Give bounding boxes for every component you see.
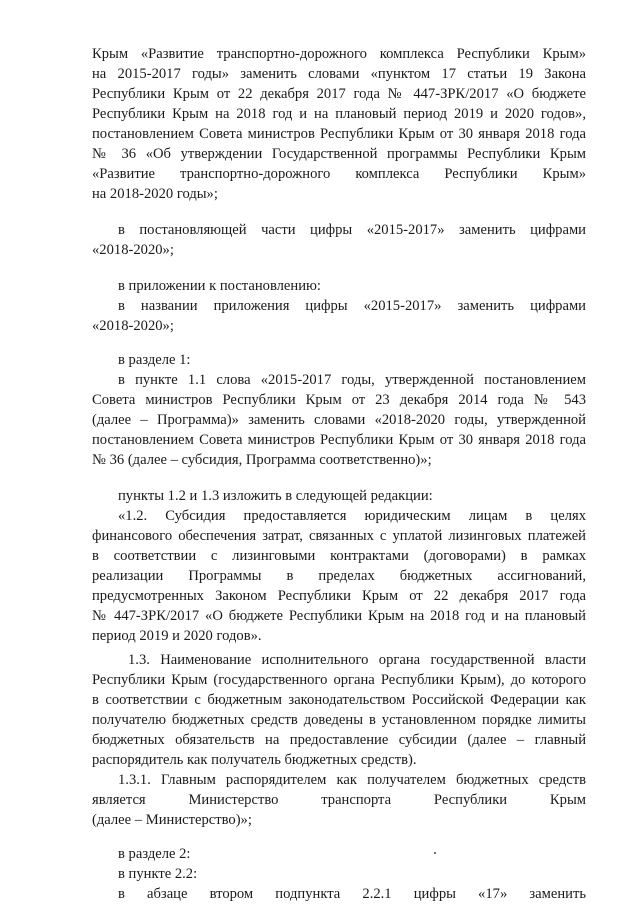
text-line: в разделе 2: <box>118 846 191 862</box>
text-line: предусмотренных Законом Республики Крым от 22 декабря 2017 года <box>92 588 586 604</box>
text-line: (далее – Программа)» заменить словами «2018-2020 годы, утвержденной <box>92 412 586 428</box>
text-line: в абзаце втором подпункта 2.2.1 цифры «17» заменить <box>118 886 586 902</box>
text-line: в постановляющей части цифры «2015-2017» заменить цифрами <box>118 222 586 238</box>
text-line: на 2018-2020 годы»; <box>92 186 218 202</box>
text-line: получателю бюджетных средств доведены в установленном порядке лимиты <box>92 712 586 728</box>
text-line: № 447-ЗРК/2017 «О бюджете Республики Крым на 2018 год и на плановый <box>92 608 586 624</box>
text-line: Совета министров Республики Крым от 23 декабря 2014 года № 543 <box>92 392 586 408</box>
text-line: в названии приложения цифры «2015-2017» заменить цифрами <box>118 298 586 314</box>
text-line: постановлением Совета министров Республики Крым от 30 января 2018 года <box>92 432 586 448</box>
text-line: «Развитие транспортно-дорожного комплекса Республики Крым» <box>92 166 586 182</box>
text-line: № 36 «Об утверждении Государственной программы Республики Крым <box>92 146 586 162</box>
text-line: распорядитель как получатель бюджетных средств). <box>92 752 417 768</box>
text-line: в приложении к постановлению: <box>118 278 321 294</box>
text-line: пункты 1.2 и 1.3 изложить в следующей редакции: <box>118 488 433 504</box>
text-line: в пункте 2.2: <box>118 866 198 882</box>
text-line: 1.3.1. Главным распорядителем как получателем бюджетных средств <box>118 772 586 788</box>
text-line: «2018-2020»; <box>92 318 174 334</box>
text-line: «1.2. Субсидия предоставляется юридическим лицам в целях <box>118 508 586 524</box>
text-line: бюджетных обязательств на предоставление субсидии (далее – главный <box>92 732 586 748</box>
text-line: период 2019 и 2020 годов». <box>92 628 262 644</box>
text-line: реализации Программы в пределах бюджетных ассигнований, <box>92 568 586 584</box>
text-line: в разделе 1: <box>118 352 191 368</box>
text-line: 1.3. Наименование исполнительного органа государственной власти <box>128 652 586 668</box>
text-line: в пункте 1.1 слова «2015-2017 годы, утвержденной постановлением <box>118 372 586 388</box>
text-line: Республики Крым (государственного органа Республики Крым), до которого <box>92 672 586 688</box>
text-line: Республики Крым от 22 декабря 2017 года № 447-ЗРК/2017 «О бюджете <box>92 86 586 102</box>
text-line: в соответствии с бюджетным законодательством Российской Федерации как <box>92 692 586 708</box>
text-line: постановлением Совета министров Республики Крым от 30 января 2018 года <box>92 126 586 142</box>
text-line: «2018-2020»; <box>92 242 174 258</box>
scan-speck <box>434 852 436 854</box>
text-line: на 2015-2017 годы» заменить словами «пунктом 17 статьи 19 Закона <box>92 66 586 82</box>
text-line: в соответствии с лизинговыми контрактами (договорами) в рамках <box>92 548 586 564</box>
text-line: финансового обеспечения затрат, связанных с уплатой лизинговых платежей <box>92 528 586 544</box>
text-line: № 36 (далее – субсидия, Программа соответственно)»; <box>92 452 432 468</box>
text-line: Крым «Развитие транспортно-дорожного комплекса Республики Крым» <box>92 46 586 62</box>
text-line: (далее – Министерство)»; <box>92 812 252 828</box>
text-line: Республики Крым на 2018 год и на плановый период 2019 и 2020 годов», <box>92 106 586 122</box>
text-line: является Министерство транспорта Республики Крым <box>92 792 586 808</box>
